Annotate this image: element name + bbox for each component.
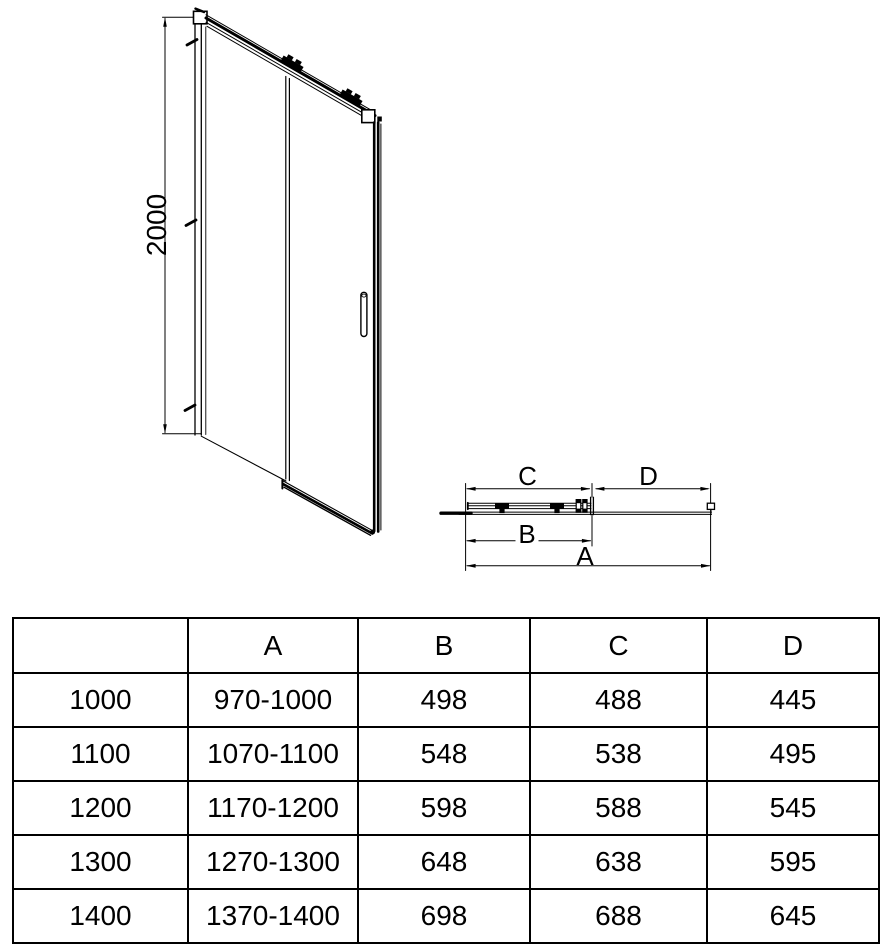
- cell-b: 498: [358, 673, 530, 727]
- wall-profile: [185, 9, 207, 435]
- cell-b: 698: [358, 889, 530, 943]
- height-dimension-label: 2000: [141, 193, 172, 257]
- cell-d: 645: [707, 889, 879, 943]
- cell-size: 1000: [13, 673, 188, 727]
- size-table: [12, 617, 880, 943]
- table-row: [13, 781, 879, 835]
- cell-c: 588: [530, 781, 707, 835]
- dimension-a-label: A: [576, 541, 594, 571]
- header-c: C: [530, 618, 707, 673]
- table-row: [13, 727, 879, 781]
- cell-size: 1200: [13, 781, 188, 835]
- cell-a: 1270-1300: [188, 835, 358, 889]
- arrow-down-icon: [163, 424, 167, 434]
- cell-size: 1400: [13, 889, 188, 943]
- cell-c: 538: [530, 727, 707, 781]
- header-a: A: [188, 618, 358, 673]
- cell-b: 648: [358, 835, 530, 889]
- table-row: [13, 889, 879, 943]
- panel-overlap-edge: [286, 77, 290, 481]
- cell-c: 688: [530, 889, 707, 943]
- dimension-c-label: C: [518, 461, 537, 491]
- bottom-sill: [201, 436, 375, 535]
- cell-size: 1300: [13, 835, 188, 889]
- cell-d: 545: [707, 781, 879, 835]
- cell-size: 1100: [13, 727, 188, 781]
- cell-c: 488: [530, 673, 707, 727]
- table-header-row: [13, 618, 879, 673]
- dimension-d-label: D: [639, 461, 658, 491]
- header-d: D: [707, 618, 879, 673]
- header-size: [13, 618, 188, 673]
- table-row: [13, 835, 879, 889]
- cell-a: 1170-1200: [188, 781, 358, 835]
- cell-a: 1070-1100: [188, 727, 358, 781]
- cell-b: 598: [358, 781, 530, 835]
- header-b: B: [358, 618, 530, 673]
- top-rail: [206, 15, 382, 123]
- dimension-b-label: B: [518, 519, 536, 549]
- cell-d: 495: [707, 727, 879, 781]
- cell-a: 1370-1400: [188, 889, 358, 943]
- dimension-a: [466, 541, 710, 571]
- dimension-b: [466, 519, 591, 549]
- height-dimension: [141, 17, 201, 434]
- front-view-drawing: [141, 9, 382, 536]
- top-view-drawing: [441, 461, 715, 571]
- cell-d: 445: [707, 673, 879, 727]
- cell-d: 595: [707, 835, 879, 889]
- right-post: [374, 123, 381, 532]
- table-row: [13, 673, 879, 727]
- wall-bracket-icon: [185, 405, 195, 411]
- dimension-c: [466, 461, 590, 491]
- cell-b: 548: [358, 727, 530, 781]
- cell-c: 638: [530, 835, 707, 889]
- arrow-up-icon: [163, 17, 167, 27]
- cell-a: 970-1000: [188, 673, 358, 727]
- door-handle: [361, 292, 367, 336]
- dimension-d: [595, 461, 710, 491]
